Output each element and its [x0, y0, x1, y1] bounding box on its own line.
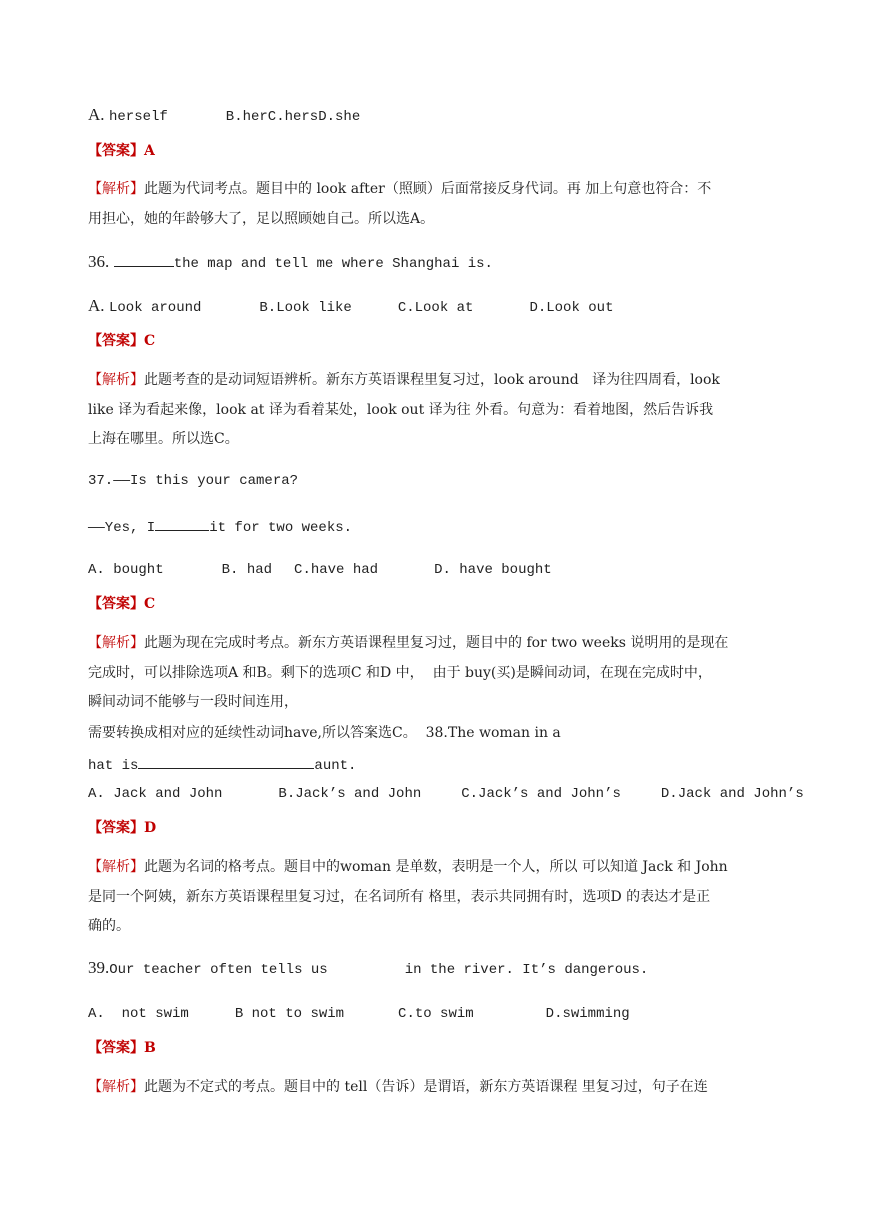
q35-answer [88, 142, 155, 160]
analysis-tag: 【解析】 [88, 635, 144, 651]
q35-options [88, 106, 360, 126]
answer-blank [155, 516, 209, 531]
q37-reply [88, 516, 352, 537]
analysis-tag: 【解析】 [88, 859, 144, 875]
q39-stem [88, 959, 648, 979]
q38-stem [88, 754, 356, 775]
q35-opt-a: herself [108, 109, 168, 125]
option-b: B.Jack’s and John [278, 786, 422, 802]
reply-end: it for two weeks. [209, 520, 353, 536]
q35-opt-rest: B.herC.hersD.she [225, 109, 361, 125]
option-a: A. not swim [88, 1006, 189, 1022]
q39-options [88, 1004, 630, 1023]
q37-answer [88, 595, 155, 613]
option-b: B. had [221, 562, 273, 578]
q35-opt-a-letter: A. [88, 105, 105, 124]
q38-analysis-line [88, 858, 728, 876]
stem-end: aunt. [314, 758, 357, 774]
analysis-tag: 【解析】 [88, 1079, 144, 1095]
q38-options [88, 784, 804, 803]
option-d: D.Look out [529, 300, 614, 316]
answer-value: B [144, 1040, 156, 1056]
option-c: C.have had [294, 562, 379, 578]
q37-analysis-line: 瞬间动词不能够与一段时间连用， [88, 694, 298, 710]
question-text: the map and tell me where Shanghai is. [173, 256, 493, 272]
q36-options [88, 297, 613, 317]
stem-start: hat is [88, 758, 139, 774]
q37-analysis-line: 完成时，可以排除选项A 和B。剩下的选项C 和D 中， 由于 buy(买)是瞬间动词，在现在完成时中， [88, 665, 712, 681]
q37-question: 37.——Is this your camera? [88, 473, 299, 489]
option-d: D. have bought [434, 562, 552, 578]
option-b: B not to swim [234, 1006, 345, 1022]
answer-value: C [144, 333, 156, 349]
q35-analysis-line [88, 180, 711, 198]
option-a: Look around [108, 300, 202, 316]
answer-blank [114, 252, 174, 267]
stem-start: Our teacher often tells us [109, 962, 328, 978]
q37-options [88, 560, 552, 579]
answer-blank [138, 754, 314, 769]
q35-analysis-line: 用担心，她的年龄够大了，足以照顾她自己。所以选A。 [88, 211, 435, 227]
answer-tag: 【答案】 [88, 596, 144, 612]
q38-analysis-line: 是同一个阿姨，新东方英语课程里复习过，在名词所有 格里，表示共同拥有时，选项D 的表达才是正 [88, 889, 711, 905]
q39-answer [88, 1039, 156, 1057]
option-a: A. Jack and John [88, 786, 223, 802]
reply-start: ——Yes, I [88, 520, 156, 536]
option-letter: A. [88, 296, 105, 315]
q38-analysis-line: 确的。 [88, 918, 130, 934]
option-b: B.Look like [259, 300, 352, 316]
q37-analysis-line [88, 634, 728, 652]
analysis-text: 此题为名词的格考点。题目中的woman 是单数，表明是一个人，所以 可以知道 Jack 和 John [144, 859, 728, 875]
answer-tag: 【答案】 [88, 143, 144, 159]
q38-answer [88, 819, 156, 837]
question-number: 39. [88, 958, 110, 977]
q36-analysis-line [88, 371, 720, 389]
option-d: D.swimming [545, 1006, 630, 1022]
analysis-text: 此题考查的是动词短语辨析。新东方英语课程里复习过，look around 译为往四周看，look [144, 372, 720, 388]
analysis-text: 此题为不定式的考点。题目中的 tell（告诉）是谓语，新东方英语课程 里复习过，句子在连 [144, 1079, 708, 1095]
option-c: C.to swim [398, 1006, 474, 1022]
answer-value: C [144, 596, 156, 612]
q36-analysis-line: 上海在哪里。所以选C。 [88, 431, 239, 447]
stem-end: in the river. It’s dangerous. [404, 962, 649, 978]
q36-analysis-line: like 译为看起来像，look at 译为看着某处，look out 译为往 外看。句意为：看着地图，然后告诉我 [88, 402, 714, 418]
answer-value: A [144, 143, 155, 159]
answer-value: D [144, 820, 157, 836]
answer-tag: 【答案】 [88, 1040, 144, 1056]
q37-analysis-line: 需要转换成相对应的延续性动词have,所以答案选C。 38.The woman in a [88, 725, 561, 741]
option-c: C.Jack’s and John’s [461, 786, 621, 802]
option-d: D.Jack and John’s [660, 786, 804, 802]
analysis-text: 此题为代词考点。题目中的 look after（照顾）后面常接反身代词。再 加上句意也符合：不 [144, 181, 712, 197]
answer-tag: 【答案】 [88, 820, 144, 836]
analysis-tag: 【解析】 [88, 181, 144, 197]
analysis-tag: 【解析】 [88, 372, 144, 388]
option-c: C.Look at [397, 300, 474, 316]
analysis-text: 此题为现在完成时考点。新东方英语课程里复习过，题目中的 for two weeks 说明用的是现在 [144, 635, 729, 651]
q36-answer [88, 332, 155, 350]
option-a: A. bought [88, 562, 164, 578]
question-number: 36. [88, 252, 110, 271]
q39-analysis-line [88, 1078, 708, 1096]
answer-tag: 【答案】 [88, 333, 144, 349]
q36-stem [88, 252, 493, 273]
